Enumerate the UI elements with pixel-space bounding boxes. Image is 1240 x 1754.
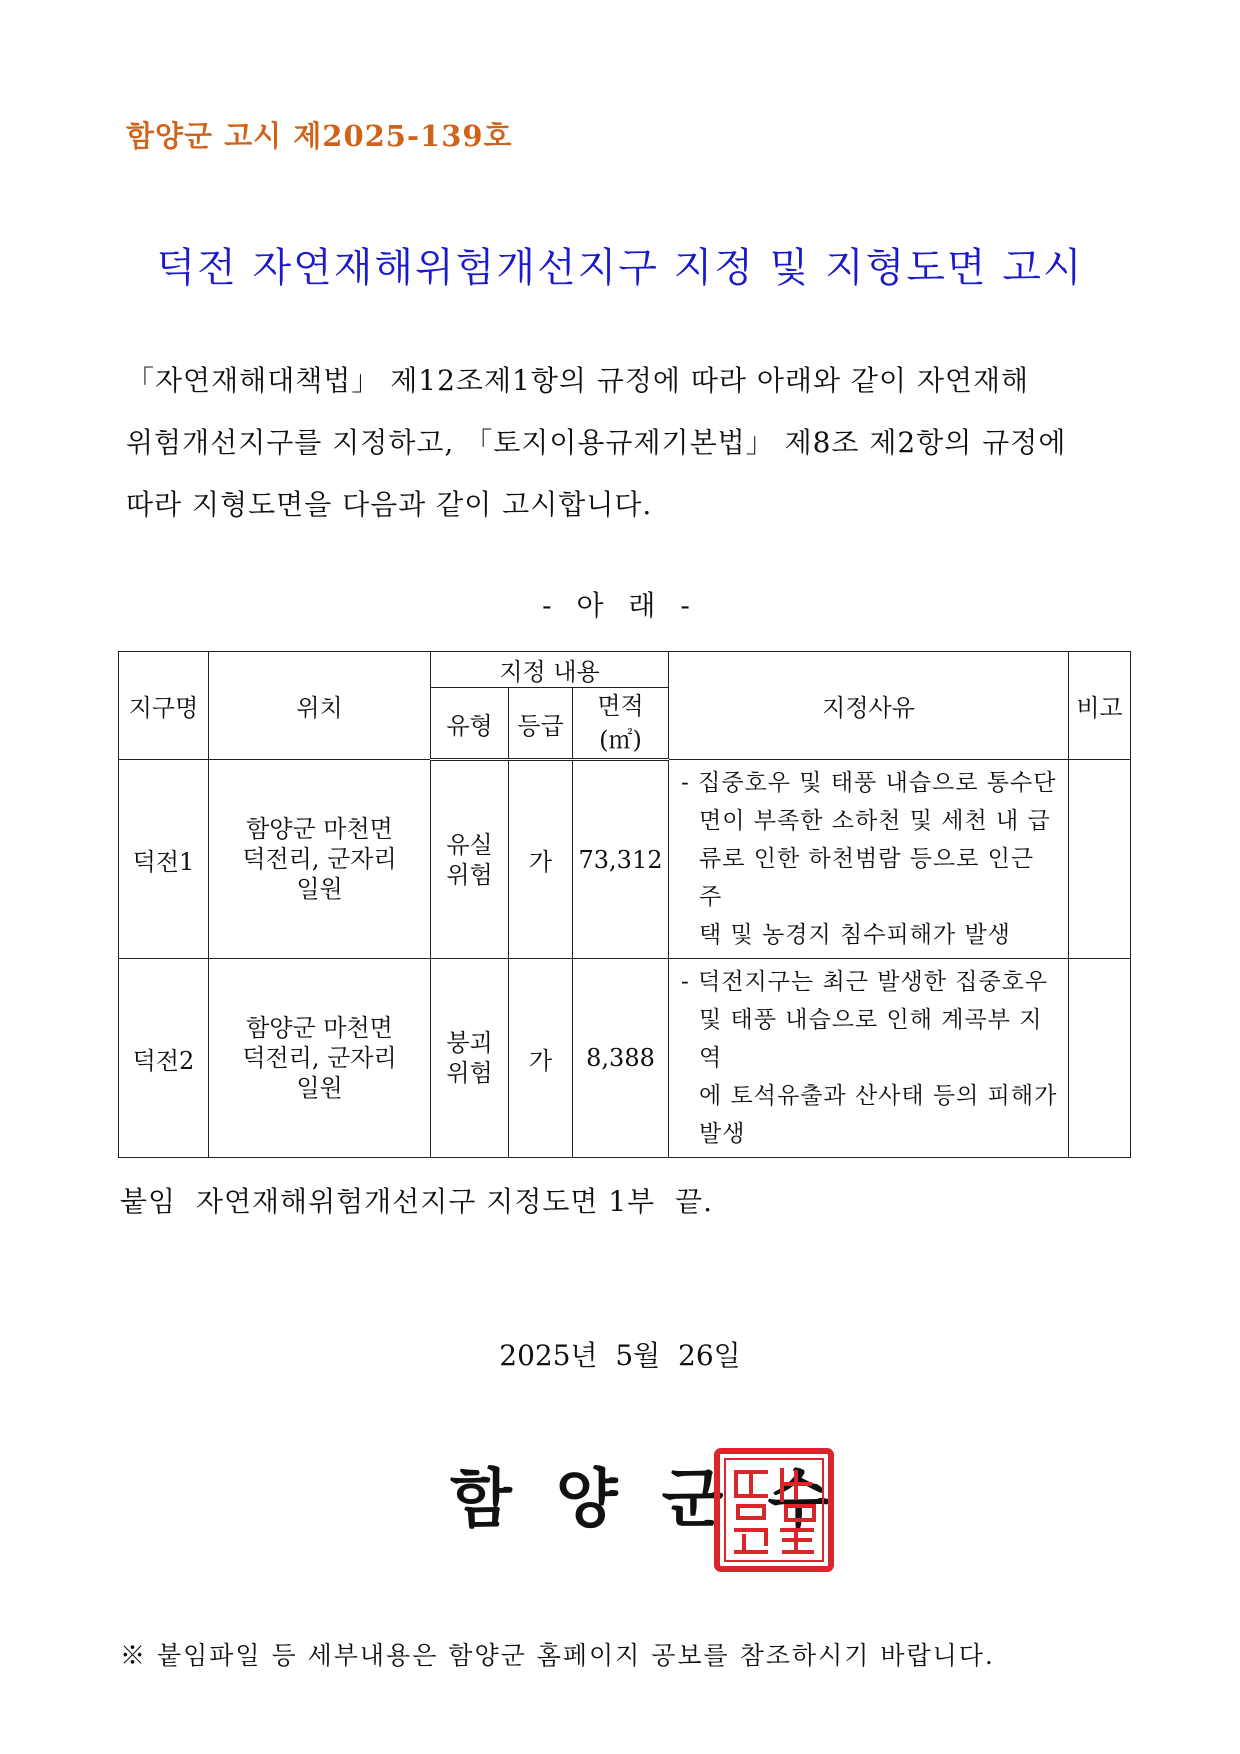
table-row [119, 959, 1131, 1158]
footnote: ※ 붙임파일 등 세부내용은 함양군 홈페이지 공보를 참조하시기 바랍니다. [120, 1641, 995, 1670]
row-type [431, 760, 509, 959]
issue-date: 2025년 5월 26일 [499, 1339, 741, 1372]
reason-line: 발생 [699, 1121, 746, 1147]
row-reason [669, 959, 1069, 1158]
header-area-label: 면적 [597, 692, 644, 720]
type-line: 유실 [446, 830, 493, 859]
row-area: 8,388 [573, 959, 669, 1158]
header-area-unit: (㎡) [599, 726, 642, 754]
governor-signature: 함양군수 [450, 1462, 874, 1537]
reason-line: 에 토석유출과 산사태 등의 피해가 [699, 1083, 1058, 1109]
type-line: 붕괴 [446, 1029, 493, 1057]
header-type: 유형 [431, 688, 509, 760]
row-grade: 가 [509, 760, 573, 959]
row-location [209, 760, 431, 959]
row-type [431, 959, 509, 1158]
attachment-note: 붙임 자연재해위험개선지구 지정도면 1부 끝. [120, 1185, 713, 1218]
header-reason: 지정사유 [669, 652, 1069, 760]
location-line: 일원 [296, 1074, 343, 1102]
notice-number: 함양군 고시 제2025-139호 [126, 119, 513, 153]
document-title: 덕전 자연재해위험개선지구 지정 및 지형도면 고시 [156, 245, 1084, 291]
reason-line: 택 및 농경지 침수피해가 발생 [699, 922, 1011, 948]
row-district: 덕전2 [119, 959, 209, 1158]
reason-line: 및 태풍 내습으로 인해 계곡부 지역 [699, 1007, 1043, 1071]
header-location: 위치 [209, 652, 431, 760]
header-grade: 등급 [509, 688, 573, 760]
header-area [573, 688, 669, 760]
row-remarks [1069, 959, 1131, 1158]
designation-table [118, 651, 1131, 1158]
intro-line: 따라 지형도면을 다음과 같이 고시합니다. [126, 488, 653, 521]
location-line: 덕전리, 군자리 [242, 1044, 397, 1072]
reason-line: - 집중호우 및 태풍 내습으로 통수단 [681, 770, 1057, 796]
intro-paragraph [126, 350, 1126, 536]
table-row [119, 760, 1131, 959]
type-line: 위험 [446, 860, 493, 889]
intro-line: 위험개선지구를 지정하고, 「토지이용규제기본법」 제8조 제2항의 규정에 [126, 426, 1067, 459]
row-grade: 가 [509, 959, 573, 1158]
intro-line: 「자연재해대책법」 제12조제1항의 규정에 따라 아래와 같이 자연재해 [126, 364, 1030, 397]
row-district: 덕전1 [119, 760, 209, 959]
reason-line: 류로 인한 하천범람 등으로 인근 주 [699, 846, 1035, 910]
header-designation: 지정 내용 [431, 652, 669, 688]
row-area: 73,312 [573, 760, 669, 959]
type-line: 위험 [446, 1059, 493, 1087]
below-label: - 아 래 - [542, 589, 698, 622]
location-line: 함양군 마천면 [246, 1014, 393, 1042]
location-line: 함양군 마천면 [246, 815, 393, 843]
official-seal [714, 1448, 834, 1572]
row-remarks [1069, 760, 1131, 959]
header-remarks: 비고 [1069, 652, 1131, 760]
location-line: 덕전리, 군자리 [242, 845, 397, 873]
row-location [209, 959, 431, 1158]
reason-line: - 덕전지구는 최근 발생한 집중호우 [681, 969, 1049, 995]
row-reason [669, 760, 1069, 959]
header-district: 지구명 [119, 652, 209, 760]
reason-line: 면이 부족한 소하천 및 세천 내 급 [699, 808, 1051, 834]
location-line: 일원 [296, 875, 343, 903]
